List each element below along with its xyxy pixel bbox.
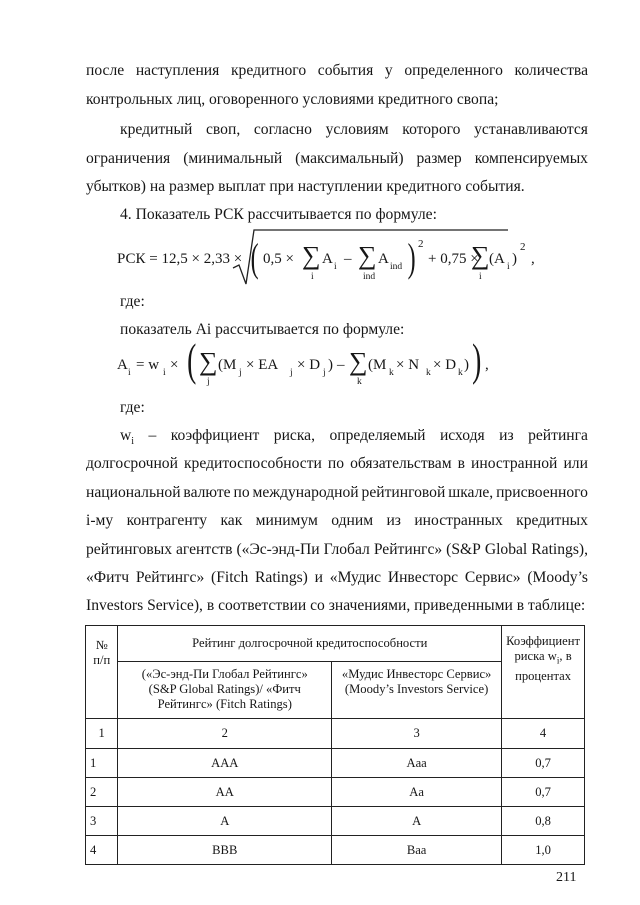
word: коэффициент [170, 427, 260, 444]
table-row [86, 836, 585, 865]
row-sp: AAA [118, 749, 332, 778]
header-num: № п/п [86, 626, 118, 719]
word: Рейтингс» [135, 569, 205, 586]
word: исходя [439, 427, 485, 444]
header-moodys: «Мудис Инвесторс Сервис» (Moody’s Investors Service) [332, 662, 502, 719]
f1-big-paren-open: ( [250, 235, 259, 280]
word: одним [331, 512, 374, 529]
f2-minus: – [337, 357, 345, 373]
word: из [499, 427, 514, 444]
word: размер [416, 150, 462, 167]
word: рейтинговых [86, 541, 173, 558]
f2-t1-mid2: × D [297, 357, 321, 373]
word: («Эс-энд-Пи [236, 541, 320, 558]
word: как [220, 512, 243, 529]
w-symbol: $w_i$ [120, 427, 135, 448]
word: Рейтингс» [373, 541, 443, 558]
f2-sum-j-sub: j [207, 377, 210, 387]
f2-big-paren-open: ( [187, 334, 197, 385]
row-moodys: Aa [332, 778, 502, 807]
word: иностранной [471, 455, 558, 472]
p5-line-4 [86, 511, 588, 531]
word: «Мудис [329, 569, 382, 586]
header-rating: Рейтинг долгосрочной кредитоспособности [118, 626, 502, 662]
f2-t1-mid: × EA [246, 357, 279, 373]
word: Сервис» [464, 569, 521, 586]
f1-sum-2-sub: ind [363, 272, 376, 282]
p2-line-3: убытков) на размер выплат при наступлении кредитного события. [86, 178, 525, 195]
f1-plus: + 0,75 × [428, 251, 479, 267]
p2-line-2 [86, 149, 588, 169]
row-sp: AA [118, 778, 332, 807]
f1-sum-1: ∑ [302, 241, 321, 270]
f2-t1-sub1: j [239, 368, 242, 378]
where-2: где: [120, 399, 145, 416]
word: по [327, 455, 345, 472]
word: Глобал [323, 541, 370, 558]
rating-table [85, 625, 585, 865]
word: валюте [183, 484, 231, 501]
row-num: 3 [86, 807, 118, 836]
table-row [86, 778, 585, 807]
row-num: 1 [86, 749, 118, 778]
row-coef: 1,0 [502, 836, 585, 865]
word: контрагенту [126, 512, 208, 529]
f1-big-paren-close: ) [407, 235, 416, 280]
f2-sum-k: ∑ [349, 347, 368, 376]
page-number: 211 [556, 870, 577, 885]
table-row [86, 807, 585, 836]
p5-line-1 [120, 426, 588, 452]
header-sp-fitch: («Эс-энд-Пи Глобал Рейтингс» (S&P Global Ratings)/ «Фитч Рейтингс» (Fitch Ratings) [118, 662, 332, 719]
row-num: 4 [86, 836, 118, 865]
word: из [386, 512, 401, 529]
word: у [384, 62, 393, 79]
f1-sum-2: ∑ [358, 241, 377, 270]
word: (максимальный) [295, 150, 404, 167]
f2-comma: , [485, 357, 489, 373]
word: рейтинга [528, 427, 588, 444]
row-moodys: Baa [332, 836, 502, 865]
f2-w-sub: i [163, 368, 166, 378]
word: устанавливаются [474, 121, 588, 138]
f2-t2-close: ) [464, 357, 469, 373]
word: Global [484, 541, 528, 558]
f2-term2: (M [368, 357, 387, 373]
f2-lhs-sub: i [128, 368, 131, 378]
word: количества [514, 62, 588, 79]
f1-paren-close: ) [512, 251, 517, 267]
p5-line-5 [86, 540, 588, 560]
word: кредитного [230, 62, 307, 79]
word: (Moody’s [527, 569, 588, 586]
f2-sum-j: ∑ [199, 347, 218, 376]
f1-a-ind: A [378, 251, 389, 267]
word: обязательствам [350, 455, 452, 472]
word: ограничения [86, 150, 171, 167]
f2-t2-sub3: k [458, 368, 463, 378]
word: определенного [404, 62, 503, 79]
f1-sum-1-sub: i [311, 272, 314, 282]
word: долгосрочной [86, 455, 178, 472]
word: согласно [253, 121, 312, 138]
dash: – [148, 427, 157, 444]
word: условиям [325, 121, 389, 138]
p5-line-2 [86, 454, 588, 474]
word: риска, [273, 427, 315, 444]
word: присвоенного [496, 484, 588, 501]
word: своп, [206, 121, 241, 138]
f1-square-2: 2 [520, 241, 526, 253]
f2-t1-sub2: j [290, 368, 293, 378]
word: (S&P [446, 541, 481, 558]
table-row [86, 749, 585, 778]
f1-sum-3: ∑ [471, 241, 490, 270]
word: (минимальный [183, 150, 283, 167]
word: международной [252, 484, 359, 501]
word: кредитный [120, 121, 193, 138]
f1-a: A [322, 251, 333, 267]
p5-line-7: Investors Service), в соответствии со значениями, приведенными в таблице: [86, 597, 586, 614]
word: иностранных [414, 512, 503, 529]
f1-square: 2 [418, 238, 424, 250]
f1-paren-sub: i [507, 262, 510, 272]
f1-lhs: РСК = 12,5 × 2,33 × [117, 251, 243, 267]
word: Инвесторс [387, 569, 459, 586]
f1-a-sub: i [334, 262, 337, 272]
word: после [86, 62, 125, 79]
f2-lhs: A [117, 357, 128, 373]
word: по [233, 484, 250, 501]
p1-line-1 [86, 61, 588, 81]
row-coef: 0,8 [502, 807, 585, 836]
p3-line: 4. Показатель РСК рассчитывается по формуле: [120, 206, 437, 223]
word: Ratings), [531, 541, 588, 558]
word: Ratings) [255, 569, 308, 586]
word: «Фитч [86, 569, 130, 586]
header-coef: Коэффициент риска $w_i$, в процентах [502, 626, 585, 719]
f2-term1: (M [218, 357, 237, 373]
word: события [317, 62, 374, 79]
f2-eq: = w [136, 357, 160, 373]
row-coef: 0,7 [502, 749, 585, 778]
word: кредитных [516, 512, 588, 529]
f2-t2-sub2: k [426, 368, 431, 378]
p4-line: показатель Ai рассчитывается по формуле: [120, 321, 405, 338]
where-1: где: [120, 293, 145, 310]
word: и [314, 569, 323, 586]
f2-t1-close: ) [328, 357, 333, 373]
row-coef: 0,7 [502, 778, 585, 807]
word: шкале, [448, 484, 494, 501]
f2-big-paren-close: ) [472, 334, 482, 385]
word: (Fitch [211, 569, 249, 586]
f2-times: × [170, 357, 179, 373]
word: национальной [86, 484, 181, 501]
f2-t2-sub1: k [389, 368, 394, 378]
word: определяемый [329, 427, 426, 444]
colnum-1: 1 [86, 719, 118, 749]
f1-ind-sub: ind [390, 262, 403, 272]
word: или [563, 455, 588, 472]
word: компенсируемых [474, 150, 588, 167]
p1-line-2: контрольных лиц, оговоренного условиями кредитного свопа; [86, 91, 499, 108]
p5-line-3 [86, 483, 588, 503]
row-moodys: A [332, 807, 502, 836]
word: рейтинговой [361, 484, 446, 501]
f2-t2-mid: × N [396, 357, 420, 373]
word: минимум [255, 512, 318, 529]
row-moodys: Aaa [332, 749, 502, 778]
p2-line-1 [120, 120, 588, 140]
f1-open: 0,5 × [263, 251, 294, 267]
row-num: 2 [86, 778, 118, 807]
word: которого [402, 121, 461, 138]
word: наступления [135, 62, 220, 79]
word: i-му [86, 512, 114, 529]
row-sp: BBB [118, 836, 332, 865]
p5-line-6 [86, 568, 588, 588]
f1-paren-a: (A [489, 251, 505, 267]
f2-t1-sub3: j [323, 368, 326, 378]
f1-sum-3-sub: i [479, 272, 482, 282]
row-sp: A [118, 807, 332, 836]
f2-sum-k-sub: k [357, 377, 362, 387]
colnum-4: 4 [502, 719, 585, 749]
f2-t2-mid2: × D [433, 357, 457, 373]
f1-comma: , [531, 251, 535, 267]
word: кредитоспособности [183, 455, 322, 472]
f1-minus: – [344, 251, 352, 267]
colnum-3: 3 [332, 719, 502, 749]
word: агентств [176, 541, 233, 558]
colnum-2: 2 [118, 719, 332, 749]
word: в [457, 455, 466, 472]
